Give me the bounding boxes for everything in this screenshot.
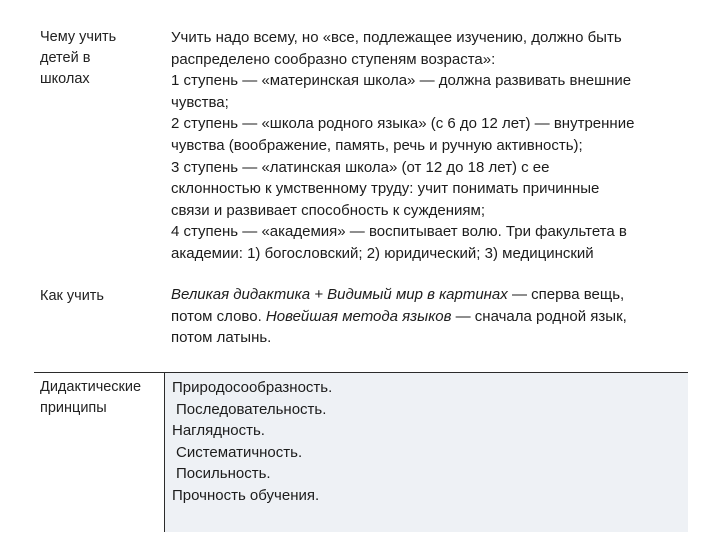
principle-item: Наглядность. <box>172 422 265 440</box>
principle-item: Природосообразность. <box>172 379 333 396</box>
principle-item: Последовательность. <box>176 400 327 418</box>
row-label-line: Дидактические <box>40 379 142 395</box>
row-content-how-to-teach <box>164 270 688 372</box>
book-title-great-didactic: Великая дидактика + Видимый мир в картинах <box>171 286 508 303</box>
comenius-table <box>34 0 688 532</box>
row-label-line: Как учить <box>40 288 104 304</box>
principle-item: Посильность. <box>176 465 271 483</box>
principle-item: Прочность обучения. <box>172 486 320 504</box>
content-line <box>171 306 684 328</box>
row-label-didactic-principles <box>34 373 162 532</box>
content-line: распределено сообразно ступеням возраста»: <box>171 50 496 68</box>
table-row-what-to-teach <box>34 0 688 270</box>
content-line: 1 ступень — «материнская школа» — должна развивать внешние <box>171 72 632 90</box>
content-line: 2 ступень — «школа родного языка» (с 6 до 12 лет) — внутренние <box>171 115 635 133</box>
content-text: — сначала родной язык, <box>451 307 627 325</box>
table-row-how-to-teach <box>34 270 688 373</box>
row-label-line: детей в <box>40 50 91 66</box>
content-line: 4 ступень — «академия» — воспитывает волю. Три факультета в <box>171 223 627 241</box>
content-line: академии: 1) богословский; 2) юридический; 3) медицинский <box>171 244 594 262</box>
content-line: потом латынь. <box>171 329 272 347</box>
row-label-how-to-teach <box>34 270 162 372</box>
row-content-what-to-teach <box>164 0 688 270</box>
row-content-didactic-principles <box>164 373 688 532</box>
principle-item: Систематичность. <box>176 443 303 461</box>
row-label-line: Чему учить <box>40 29 117 45</box>
table-row-didactic-principles <box>34 373 688 532</box>
content-line: чувства (воображение, память, речь и ручную активность); <box>171 136 583 154</box>
content-line <box>171 284 684 306</box>
content-line: чувства; <box>171 93 229 111</box>
content-line: 3 ступень — «латинская школа» (от 12 до 18 лет) с ее <box>171 158 550 176</box>
row-label-line: школах <box>40 71 90 87</box>
content-line: склонностью к умственному труду: учит понимать причинные <box>171 180 600 198</box>
book-title-newest-method: Новейшая метода языков <box>265 307 452 325</box>
content-line: связи и развивает способность к суждениям; <box>171 201 485 219</box>
content-text: — сперва вещь, <box>507 286 625 303</box>
content-text: потом слово. <box>171 307 266 325</box>
row-label-what-to-teach <box>34 0 162 270</box>
row-label-line: принципы <box>40 400 107 416</box>
content-line: Учить надо всему, но «все, подлежащее изучению, должно быть <box>171 29 622 46</box>
